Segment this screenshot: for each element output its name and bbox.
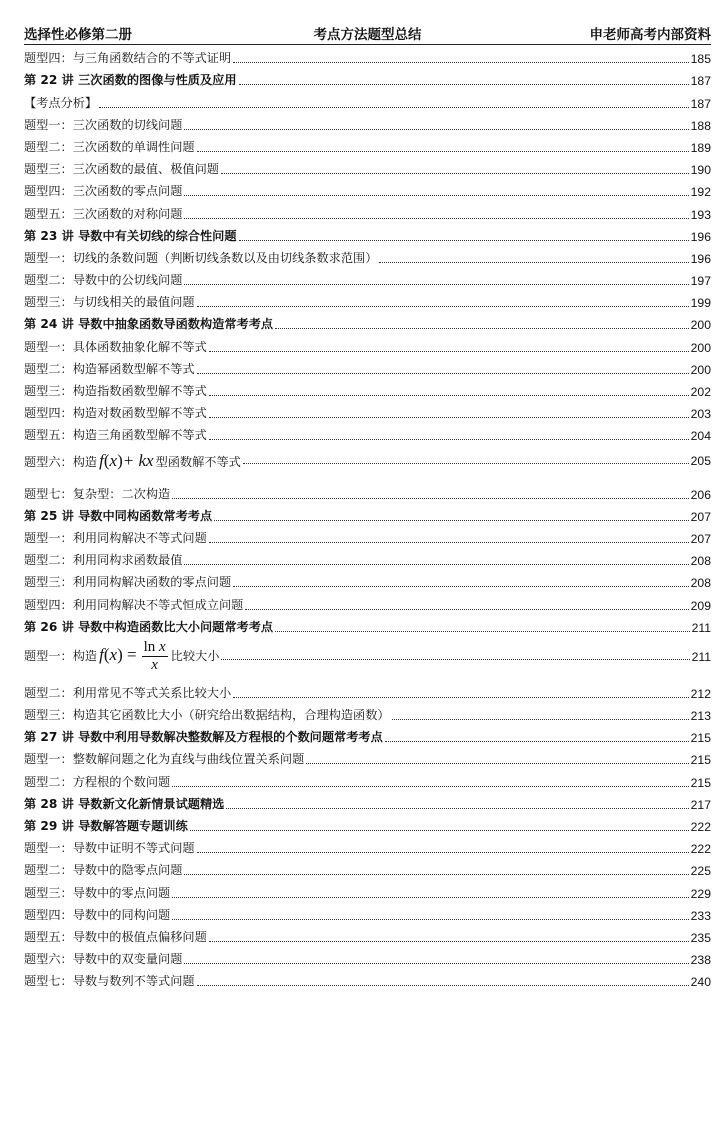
dot-leader [239, 240, 689, 241]
toc-entry-page: 204 [690, 429, 711, 444]
document-title: 考点方法题型总结 [313, 27, 422, 43]
dot-leader [184, 874, 688, 875]
toc-entry-title: 题型一：导数中证明不等式问题 [24, 841, 195, 856]
toc-entry-page: 207 [690, 531, 711, 546]
dot-leader [197, 985, 689, 986]
toc-entry[interactable] [24, 288, 711, 310]
dot-leader [379, 262, 688, 263]
toc-entry-title: 题型三：导数中的零点问题 [24, 885, 171, 900]
dot-leader [233, 62, 688, 63]
toc-entry[interactable] [24, 945, 711, 967]
formula: f(x)+ kx [99, 451, 154, 471]
dot-leader [184, 564, 688, 565]
toc-entry-title: 题型一：利用同构解决不等式问题 [24, 530, 207, 545]
fraction [142, 639, 168, 674]
toc-entry-title: 题型四：三次函数的零点问题 [24, 184, 183, 199]
toc-entry-page: 208 [690, 576, 711, 591]
toc-entry-title: 题型一：切线的条数问题（判断切线条数以及由切线条数求范围） [24, 250, 378, 265]
toc-entry-page: 222 [690, 842, 711, 857]
source-label: 申老师高考内部资料 [589, 27, 711, 43]
dot-leader [184, 284, 688, 285]
toc-entry-page: 238 [690, 953, 711, 968]
toc-entry-page: 215 [690, 775, 711, 790]
toc-lecture-title: 第 27 讲 导数中利用导数解决整数解及方程根的个数问题常考考点 [24, 730, 383, 745]
toc-entry-page: 197 [690, 274, 711, 289]
toc-entry-title: 题型三：与切线相关的最值问题 [24, 295, 195, 310]
toc-entry-page: 196 [690, 229, 711, 244]
toc-entry-page: 190 [690, 163, 711, 178]
toc-lecture-title: 第 24 讲 导数中抽象函数导函数构造常考考点 [24, 317, 274, 332]
dot-leader [245, 609, 688, 610]
toc-entry[interactable] [24, 377, 711, 399]
toc-entry-page: 189 [690, 140, 711, 155]
toc-entry-page: 217 [690, 797, 711, 812]
dot-leader [197, 373, 689, 374]
dot-leader [243, 463, 689, 464]
dot-leader [233, 697, 688, 698]
toc-entry[interactable] [24, 421, 711, 443]
toc-entry[interactable] [24, 479, 711, 501]
toc-entry[interactable] [24, 878, 711, 900]
dot-leader [221, 659, 689, 660]
toc-entry[interactable] [24, 524, 711, 546]
toc-entry-page: 225 [690, 864, 711, 879]
toc-entry-page: 211 [691, 620, 711, 635]
title-suffix: 型函数解不等式 [155, 455, 241, 470]
toc-entry[interactable] [24, 767, 711, 789]
toc-entry-title: 题型二：方程根的个数问题 [24, 774, 171, 789]
toc-entry-title: 题型二：三次函数的单调性问题 [24, 139, 195, 154]
toc-entry-title: 题型一：整数解问题之化为直线与曲线位置关系问题 [24, 752, 305, 767]
toc-entry-page: 202 [690, 385, 711, 399]
toc-entry-page: 215 [690, 731, 711, 746]
toc-entry-title: 题型一：三次函数的切线问题 [24, 117, 183, 132]
dot-leader [172, 498, 688, 499]
toc-entry-title: 题型七：复杂型：二次构造 [24, 486, 171, 501]
toc-entry[interactable] [24, 133, 711, 155]
toc-entry-page: 211 [691, 649, 711, 664]
toc-lecture-title: 第 26 讲 导数中构造函数比大小问题常考考点 [24, 619, 274, 634]
toc-entry[interactable] [24, 177, 711, 199]
dot-leader [172, 919, 688, 920]
toc-lecture[interactable] [24, 613, 711, 635]
toc-entry-title: 题型二：导数中的隐零点问题 [24, 863, 183, 878]
toc-entry-title: 【考点分析】 [24, 95, 98, 110]
toc-entry-page: 199 [690, 296, 711, 311]
toc-entry[interactable] [24, 635, 711, 679]
formula-variable: x [109, 645, 118, 665]
toc-entry[interactable] [24, 901, 711, 923]
toc-entry-page: 209 [690, 598, 711, 613]
table-of-contents [24, 44, 711, 989]
toc-entry-page: 196 [690, 251, 711, 266]
toc-entry-title: 题型二：利用同构求函数最值 [24, 553, 183, 568]
dot-leader [209, 439, 689, 440]
dot-leader [239, 84, 689, 85]
toc-entry[interactable] [24, 443, 711, 479]
toc-entry[interactable] [24, 701, 711, 723]
toc-entry-title: 题型二：利用常见不等式关系比较大小 [24, 685, 232, 700]
toc-entry-title: 题型三：三次函数的最值、极值问题 [24, 162, 219, 177]
toc-entry[interactable] [24, 834, 711, 856]
toc-entry[interactable] [24, 590, 711, 612]
toc-entry[interactable] [24, 745, 711, 767]
toc-lecture-title: 第 22 讲 三次函数的图像与性质及应用 [24, 73, 237, 88]
toc-entry[interactable] [24, 923, 711, 945]
toc-entry-title: 题型六：导数中的双变量问题 [24, 952, 183, 967]
book-title: 选择性必修第二册 [24, 27, 132, 43]
dot-leader [172, 786, 688, 787]
toc-entry-title: 题型四：导数中的同构问题 [24, 907, 171, 922]
toc-entry[interactable] [24, 111, 711, 133]
toc-entry-page: 208 [690, 554, 711, 569]
toc-entry[interactable] [24, 568, 711, 590]
dot-leader [233, 586, 688, 587]
toc-entry-title: 题型七：导数与数列不等式问题 [24, 974, 195, 989]
dot-leader [306, 763, 688, 764]
dot-leader [209, 542, 689, 543]
toc-lecture-title: 第 23 讲 导数中有关切线的综合性问题 [24, 228, 237, 243]
toc-entry-title: 题型五：三次函数的对称问题 [24, 206, 183, 221]
dot-leader [214, 520, 689, 521]
toc-entry[interactable] [24, 679, 711, 701]
toc-entry-title: 题型三：利用同构解决函数的零点问题 [24, 575, 232, 590]
toc-entry-page: 206 [690, 487, 711, 502]
toc-lecture[interactable] [24, 723, 711, 745]
toc-entry-title: 题型一：具体函数抽象化解不等式 [24, 339, 207, 354]
toc-entry-title: 题型四：与三角函数结合的不等式证明 [24, 51, 232, 66]
ln-function: ln [143, 639, 156, 656]
dot-leader [392, 719, 689, 720]
toc-entry[interactable] [24, 967, 711, 989]
toc-entry-page: 213 [690, 709, 711, 724]
toc-lecture[interactable] [24, 502, 711, 524]
page-header [24, 22, 711, 45]
toc-entry-title: 题型二：构造幂函数型解不等式 [24, 361, 195, 376]
toc-lecture-title: 第 28 讲 导数新文化新情景试题精选 [24, 796, 225, 811]
toc-entry-title: 题型三：构造指数函数型解不等式 [24, 384, 207, 398]
toc-entry-page: 200 [690, 362, 711, 377]
toc-entry-page: 229 [690, 886, 711, 901]
toc-entry[interactable] [24, 155, 711, 177]
toc-entry-page: 205 [690, 454, 711, 469]
toc-entry-page: 187 [690, 96, 711, 111]
toc-entry[interactable] [24, 355, 711, 377]
fraction-numerator [142, 639, 168, 657]
dot-leader [184, 195, 688, 196]
dot-leader [275, 631, 689, 632]
dot-leader [209, 351, 689, 352]
formula-variable: x [109, 451, 118, 471]
toc-entry-page: 187 [690, 74, 711, 89]
dot-leader [197, 151, 689, 152]
toc-lecture-title: 第 29 讲 导数解答题专题训练 [24, 819, 188, 833]
toc-entry-title: 题型五：构造三角函数型解不等式 [24, 428, 207, 443]
toc-entry-page: 215 [690, 753, 711, 768]
toc-entry-page: 207 [690, 509, 711, 524]
toc-entry-page: 185 [690, 52, 711, 67]
dot-leader [184, 963, 688, 964]
toc-entry-title: 题型三：构造其它函数比大小（研究给出数据结构，合理构造函数） [24, 708, 390, 723]
toc-entry[interactable] [24, 244, 711, 266]
toc-entry[interactable] [24, 266, 711, 288]
toc-entry[interactable] [24, 399, 711, 421]
toc-lecture[interactable] [24, 790, 711, 812]
dot-leader [99, 107, 689, 108]
dot-leader [221, 173, 689, 174]
toc-entry-page: 200 [690, 340, 711, 355]
dot-leader [190, 830, 689, 831]
dot-leader [209, 395, 689, 396]
toc-entry[interactable] [24, 546, 711, 568]
dot-leader [275, 328, 689, 329]
dot-leader [209, 941, 689, 942]
toc-entry[interactable] [24, 199, 711, 221]
toc-entry-title: 题型二：导数中的公切线问题 [24, 273, 183, 288]
toc-lecture[interactable] [24, 66, 711, 88]
toc-entry-page: 235 [690, 930, 711, 945]
title-suffix: 比较大小 [170, 649, 220, 664]
toc-entry-title [24, 451, 241, 471]
dot-leader [172, 897, 688, 898]
formula-function: f [99, 451, 104, 471]
toc-lecture[interactable] [24, 310, 711, 332]
toc-entry-page: 233 [690, 908, 711, 923]
dot-leader [209, 417, 689, 418]
numerator-variable: x [159, 639, 166, 656]
toc-entry-title: 题型五：导数中的极值点偏移问题 [24, 929, 207, 944]
toc-entry-page: 222 [690, 820, 711, 834]
toc-entry-title [24, 639, 219, 674]
toc-lecture[interactable] [24, 812, 711, 834]
toc-entry-title: 题型四：构造对数函数型解不等式 [24, 406, 207, 421]
dot-leader [226, 808, 688, 809]
formula-function: f [99, 645, 104, 665]
toc-entry[interactable] [24, 856, 711, 878]
dot-leader [385, 741, 689, 742]
toc-entry-title: 题型四：利用同构解决不等式恒成立问题 [24, 597, 244, 612]
fraction-denominator: x [151, 657, 158, 674]
toc-entry-page: 193 [690, 207, 711, 222]
dot-leader [184, 129, 688, 130]
toc-entry[interactable] [24, 88, 711, 110]
toc-lecture[interactable] [24, 222, 711, 244]
toc-entry-page: 203 [690, 407, 711, 422]
toc-entry-page: 188 [690, 118, 711, 133]
toc-lecture-title: 第 25 讲 导数中同构函数常考考点 [24, 508, 213, 523]
toc-entry-page: 240 [690, 975, 711, 990]
toc-entry-page: 212 [690, 686, 711, 701]
dot-leader [184, 218, 688, 219]
dot-leader [197, 306, 689, 307]
toc-entry-page: 200 [690, 318, 711, 333]
toc-entry-page: 192 [690, 185, 711, 200]
formula: f(x) = [99, 645, 137, 665]
title-prefix: 题型一：构造 [24, 649, 98, 664]
dot-leader [197, 852, 689, 853]
title-prefix: 题型六：构造 [24, 455, 98, 470]
formula-term: + kx [122, 451, 154, 471]
toc-entry[interactable] [24, 44, 711, 66]
toc-entry[interactable] [24, 332, 711, 354]
